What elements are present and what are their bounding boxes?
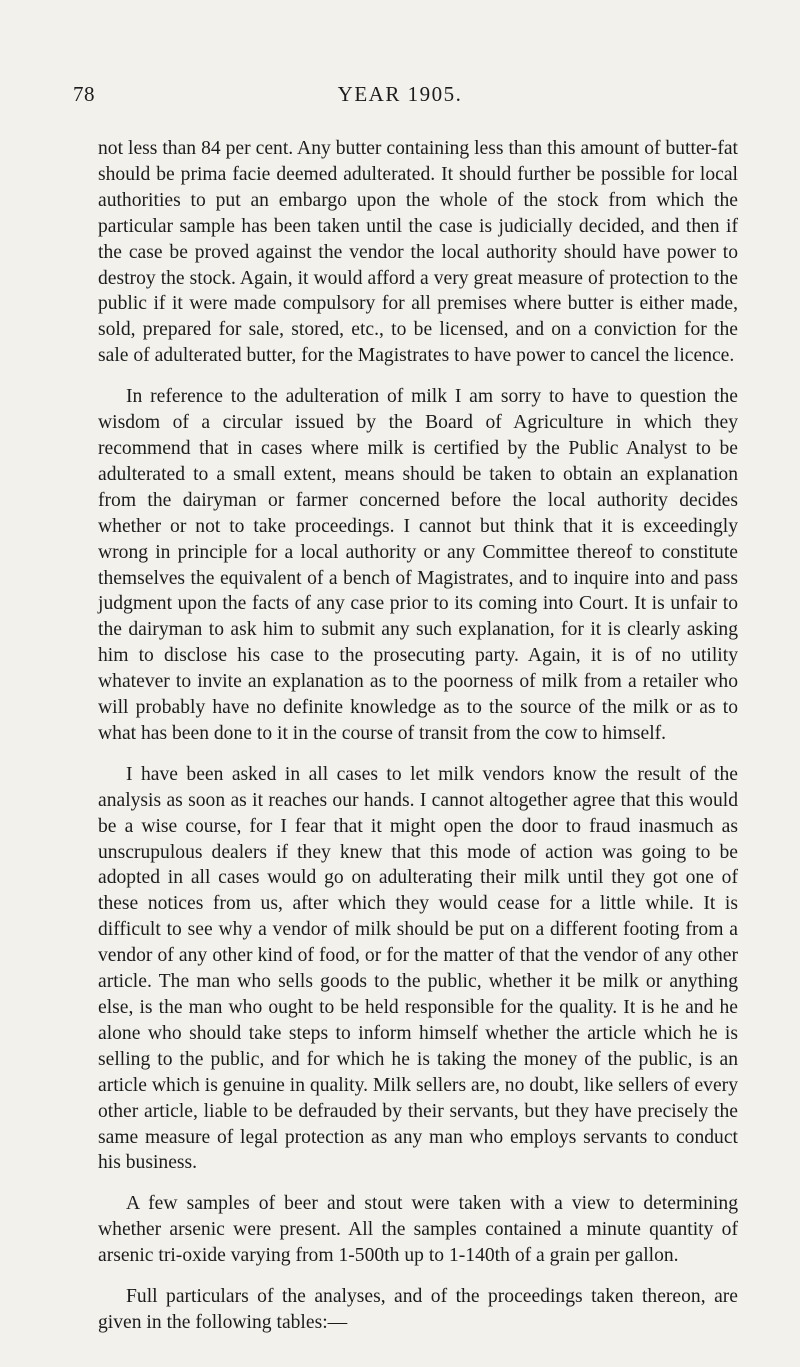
paragraph-tables-intro: Full particulars of the analyses, and of the proceedings taken thereon, are given in the following tables:— [98,1286,738,1333]
body-text [98,136,738,1336]
paragraph-milk-vendors: I have been asked in all cases to let milk vendors know the result of the analysis as soon as it reaches our hands. I cannot altogether agree that this would be a wise course, for I fear that it might open the door to fraud inasmuch as unscrupulous dealers if they knew that this mode of action was going to be adopted in all cases would go on adulterating their milk until they got one of these notices from us, after which they would cease for a little while. It is difficult to see why a vendor of milk should be put on a different footing from a vendor of any other kind of food, or for the matter of that the vendor of any other article. The man who sells goods to the public, whether it be milk or anything else, is the man who ought to be held responsible for the quality. It is he and he alone who should take steps to inform himself whether the article which he is selling to the public, and for which he is taking the money of the public, is an article which is genuine in quality. Milk sellers are, no doubt, like sellers of every other article, liable to be defrauded by their servants, but they have precisely the same measure of legal protection as any man who employs servants to conduct his business. [98,763,738,1174]
page-number: 78 [73,82,95,106]
paragraph-milk-adulteration: In reference to the adulteration of milk I am sorry to have to question the wisdom of a circular issued by the Board of Agriculture in which they recommend that in cases where milk is certified by the Public Analyst to be adulterated to a small extent, means should be taken to obtain an explanation from the dairyman or farmer concerned before the local authority decides whether or not to take proceedings. I cannot but think that it is exceedingly wrong in principle for a local authority or any Committee thereof to constitute themselves the equivalent of a bench of Magistrates, and to inquire into and pass judgment upon the facts of any case prior to its coming into Court. It is unfair to the dairyman to ask him to submit any such explanation, for it is clearly asking him to disclose his case to the prosecuting party. Again, it is of no utility whatever to invite an explanation as to the poorness of milk from a retailer who will probably have no definite knowledge as to the source of the milk or as to what has been done to it in the course of transit from the cow to himself. [98,386,738,744]
running-head: YEAR 1905. [337,82,463,106]
paragraph-beer-arsenic: A few samples of beer and stout were taken with a view to determining whether arsenic were present. All the samples contained a minute quantity of arsenic tri-oxide varying from 1-500th up to 1-140th of a grain per gallon. [98,1193,738,1267]
paragraph-butter-adulteration: not less than 84 per cent. Any butter containing less than this amount of butter-fat should be prima facie deemed adulterated. It should further be possible for local authorities to put an embargo upon the whole of the stock from which the particular sample has been taken until the case is judicially decided, and then if the case be proved against the vendor the local authority should have power to destroy the stock. Again, it would afford a very great measure of protection to the public if it were made compulsory for all premises where butter is either made, sold, prepared for sale, stored, etc., to be licensed, and on a conviction for the sale of adulterated butter, for the Magistrates to have power to cancel the licence. [98,138,738,367]
page-header [0,82,800,112]
